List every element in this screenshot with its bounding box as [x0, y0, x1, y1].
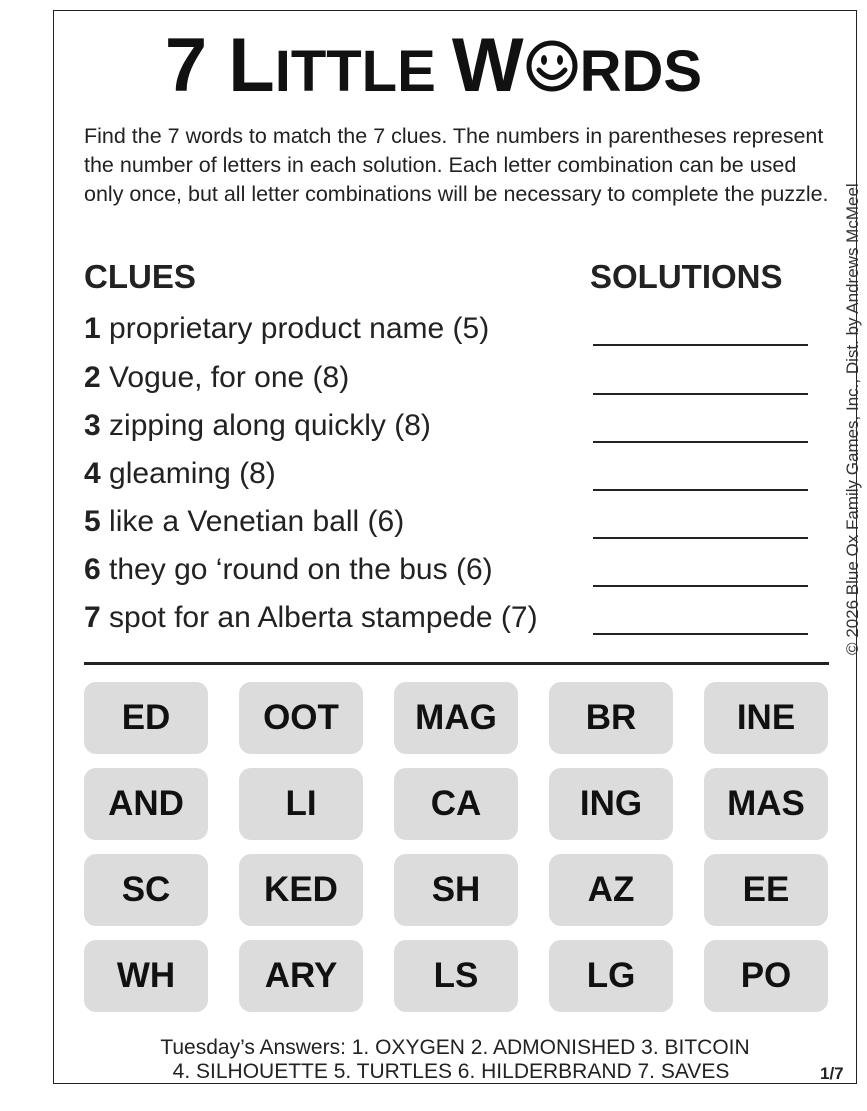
- clue-number: 5: [84, 505, 101, 538]
- page-number: 1/7: [820, 1064, 844, 1083]
- letter-tile[interactable]: BR: [549, 682, 673, 754]
- letter-tile[interactable]: OOT: [239, 682, 363, 754]
- letter-tile[interactable]: ARY: [239, 940, 363, 1012]
- previous-answers-line-2: 4. SILHOUETTE 5. TURTLES 6. HILDERBRAND 7. SAVES: [172, 1060, 730, 1083]
- clue-number: 7: [84, 601, 101, 634]
- solution-line-7[interactable]: [593, 633, 808, 635]
- clue-3: [84, 409, 431, 443]
- instructions: Find the 7 words to match the 7 clues. The numbers in parentheses represent the number of letters in each solution. Each letter combination can be used only once, but all letter combinations will be necessary to complete the puzzle.: [84, 124, 829, 206]
- letter-tile[interactable]: MAS: [704, 768, 828, 840]
- clue-text: Vogue, for one (8): [109, 361, 350, 394]
- smiley-icon: [525, 39, 579, 93]
- letter-tile[interactable]: CA: [394, 768, 518, 840]
- clue-text: spot for an Alberta stampede (7): [109, 601, 538, 634]
- clue-2: [84, 361, 349, 395]
- letter-tile[interactable]: AZ: [549, 854, 673, 926]
- letter-tile[interactable]: LI: [239, 768, 363, 840]
- clue-text: like a Venetian ball (6): [109, 505, 405, 538]
- letter-tile[interactable]: SH: [394, 854, 518, 926]
- clue-4: [84, 457, 276, 491]
- previous-answers-line-1: Tuesday’s Answers: 1. OXYGEN 2. ADMONISHED 3. BITCOIN: [160, 1036, 750, 1059]
- clue-text: gleaming (8): [109, 457, 276, 490]
- solution-line-6[interactable]: [593, 585, 808, 587]
- letter-tile[interactable]: WH: [84, 940, 208, 1012]
- copyright-notice: © 2026 Blue Ox Family Games, Inc., Dist. by Andrews McMeel: [843, 183, 862, 655]
- solution-line-4[interactable]: [593, 489, 808, 491]
- title-ittle: ITTLE: [274, 39, 452, 104]
- letter-tile[interactable]: AND: [84, 768, 208, 840]
- clue-number: 6: [84, 553, 101, 586]
- clue-number: 1: [84, 312, 101, 345]
- title-rds: RDS: [579, 39, 703, 104]
- divider: [84, 662, 829, 665]
- clue-number: 4: [84, 457, 101, 490]
- letter-tile[interactable]: LS: [394, 940, 518, 1012]
- clues-header: CLUES: [84, 258, 196, 295]
- letter-tile[interactable]: INE: [704, 682, 828, 754]
- letter-tile[interactable]: PO: [704, 940, 828, 1012]
- letter-tile[interactable]: ING: [549, 768, 673, 840]
- letter-tile[interactable]: LG: [549, 940, 673, 1012]
- title-w: W: [451, 23, 524, 108]
- clue-text: zipping along quickly (8): [109, 409, 431, 442]
- clue-5: [84, 505, 404, 539]
- letter-tile[interactable]: EE: [704, 854, 828, 926]
- clue-number: 3: [84, 409, 101, 442]
- clue-6: [84, 553, 493, 587]
- letter-tile[interactable]: ED: [84, 682, 208, 754]
- solution-line-2[interactable]: [593, 393, 808, 395]
- clue-7: [84, 601, 538, 635]
- clue-text: proprietary product name (5): [109, 312, 490, 345]
- solutions-header: SOLUTIONS: [590, 258, 783, 295]
- puzzle-title: [0, 23, 867, 108]
- clue-number: 2: [84, 361, 101, 394]
- solution-line-3[interactable]: [593, 441, 808, 443]
- clue-1: [84, 312, 489, 346]
- letter-tile[interactable]: SC: [84, 854, 208, 926]
- clue-text: they go ‘round on the bus (6): [109, 553, 493, 586]
- title-seven-l: 7 L: [164, 23, 275, 108]
- letter-tile[interactable]: MAG: [394, 682, 518, 754]
- solution-line-5[interactable]: [593, 537, 808, 539]
- letter-tile[interactable]: KED: [239, 854, 363, 926]
- solution-line-1[interactable]: [593, 344, 808, 346]
